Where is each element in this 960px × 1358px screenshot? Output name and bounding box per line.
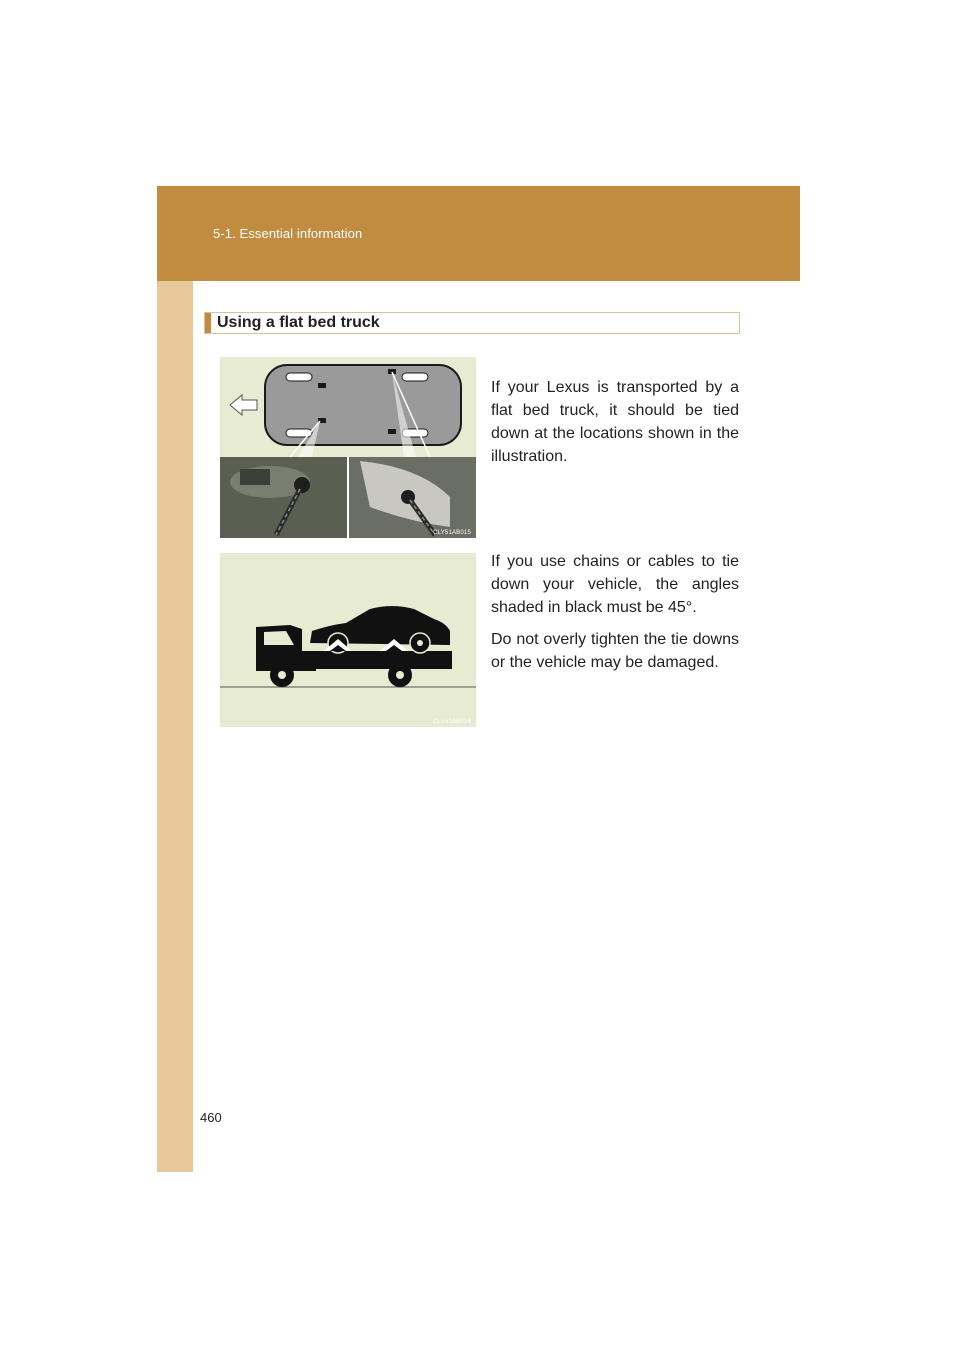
tie-down-illustration <box>220 357 476 538</box>
section-label: 5-1. Essential information <box>213 226 363 241</box>
paragraph-transport: If your Lexus is transported by a flat bed truck, it should be tied down at the locations shown in the illustration. <box>491 379 739 465</box>
flat-bed-truck-figure <box>220 553 476 727</box>
paragraph-chains: If you use chains or cables to tie down your vehicle, the angles shaded in black must be 45°. <box>491 553 739 616</box>
section-title: Using a flat bed truck <box>217 314 380 331</box>
flat-bed-truck-illustration <box>220 553 476 727</box>
front-left-tire <box>286 373 312 381</box>
title-accent <box>205 313 211 333</box>
tie-down-locations-figure <box>220 357 476 538</box>
page-sidebar <box>157 186 193 1172</box>
paragraph-tighten-warning: Do not overly tighten the tie downs or the vehicle may be damaged. <box>491 631 739 671</box>
tie-down-point <box>388 429 396 434</box>
rear-left-tire <box>402 373 428 381</box>
figure-code: CLY51AB014 <box>433 719 471 725</box>
section-title-bar <box>204 312 740 334</box>
tie-down-point <box>318 383 326 388</box>
figure-code: CLY51AB015 <box>433 530 471 536</box>
page-number: 460 <box>200 1110 222 1125</box>
